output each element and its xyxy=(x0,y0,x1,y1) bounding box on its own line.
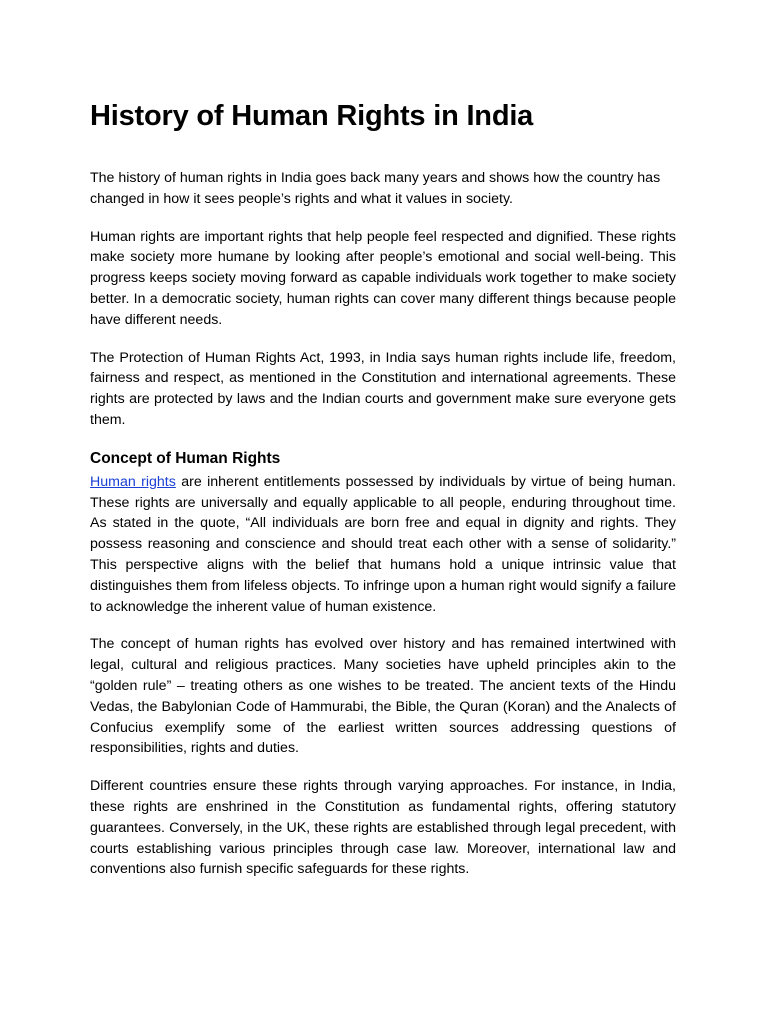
human-rights-link[interactable]: Human rights xyxy=(90,473,176,490)
section-heading: Concept of Human Rights xyxy=(90,449,281,467)
concept-paragraph-2: The concept of human rights has evolved over history and has remained intertwined with legal, cultural and religious practices. Many societies have upheld principles akin to the “golden rule” – treating others as one wishes to be treated. The ancient texts of the Hindu Vedas, the Babylonian Code of Hammurabi, the Bible, the Quran (Koran) and the Analects of Confucius exemplify some of the earliest written sources addressing questions of responsibilities, rights and duties. xyxy=(90,636,676,757)
concept-paragraph-1-text: are inherent entitlements possessed by individuals by virtue of being human. These rights are universally and equally applicable to all people, enduring throughout time. As stated in the quote, “All individuals are born free and equal in dignity and rights. They possess reasoning and conscience and should treat each other with a sense of solidarity.” This perspective aligns with the belief that humans hold a unique intrinsic value that distinguishes them from lifeless objects. To infringe upon a human right would signify a failure to acknowledge the inherent value of human existence. xyxy=(90,473,677,615)
page-title: History of Human Rights in India xyxy=(90,100,534,132)
document-page xyxy=(90,96,676,897)
intro-paragraph-3: The Protection of Human Rights Act, 1993, in India says human rights include life, freedom, fairness and respect, as mentioned in the Constitution and international agreements. These rights are protected by laws and the Indian courts and government make sure everyone gets them. xyxy=(90,349,676,428)
intro-paragraph-1: The history of human rights in India goes back many years and shows how the country has changed in how it sees people’s rights and what it values in society. xyxy=(90,170,661,207)
concept-paragraph-3: Different countries ensure these rights through varying approaches. For instance, in India, these rights are enshrined in the Constitution as fundamental rights, offering statutory guarantees. Conversely, in the UK, these rights are established through legal precedent, with courts establishing various principles through case law. Moreover, international law and conventions also furnish specific safeguards for these rights. xyxy=(90,778,676,878)
intro-paragraph-2: Human rights are important rights that help people feel respected and dignified. These rights make society more humane by looking after people’s emotional and social well-being. This progress keeps society moving forward as capable individuals work together to make society better. In a democratic society, human rights can cover many different things because people have different needs. xyxy=(90,228,676,328)
concept-paragraph-1 xyxy=(90,472,676,618)
